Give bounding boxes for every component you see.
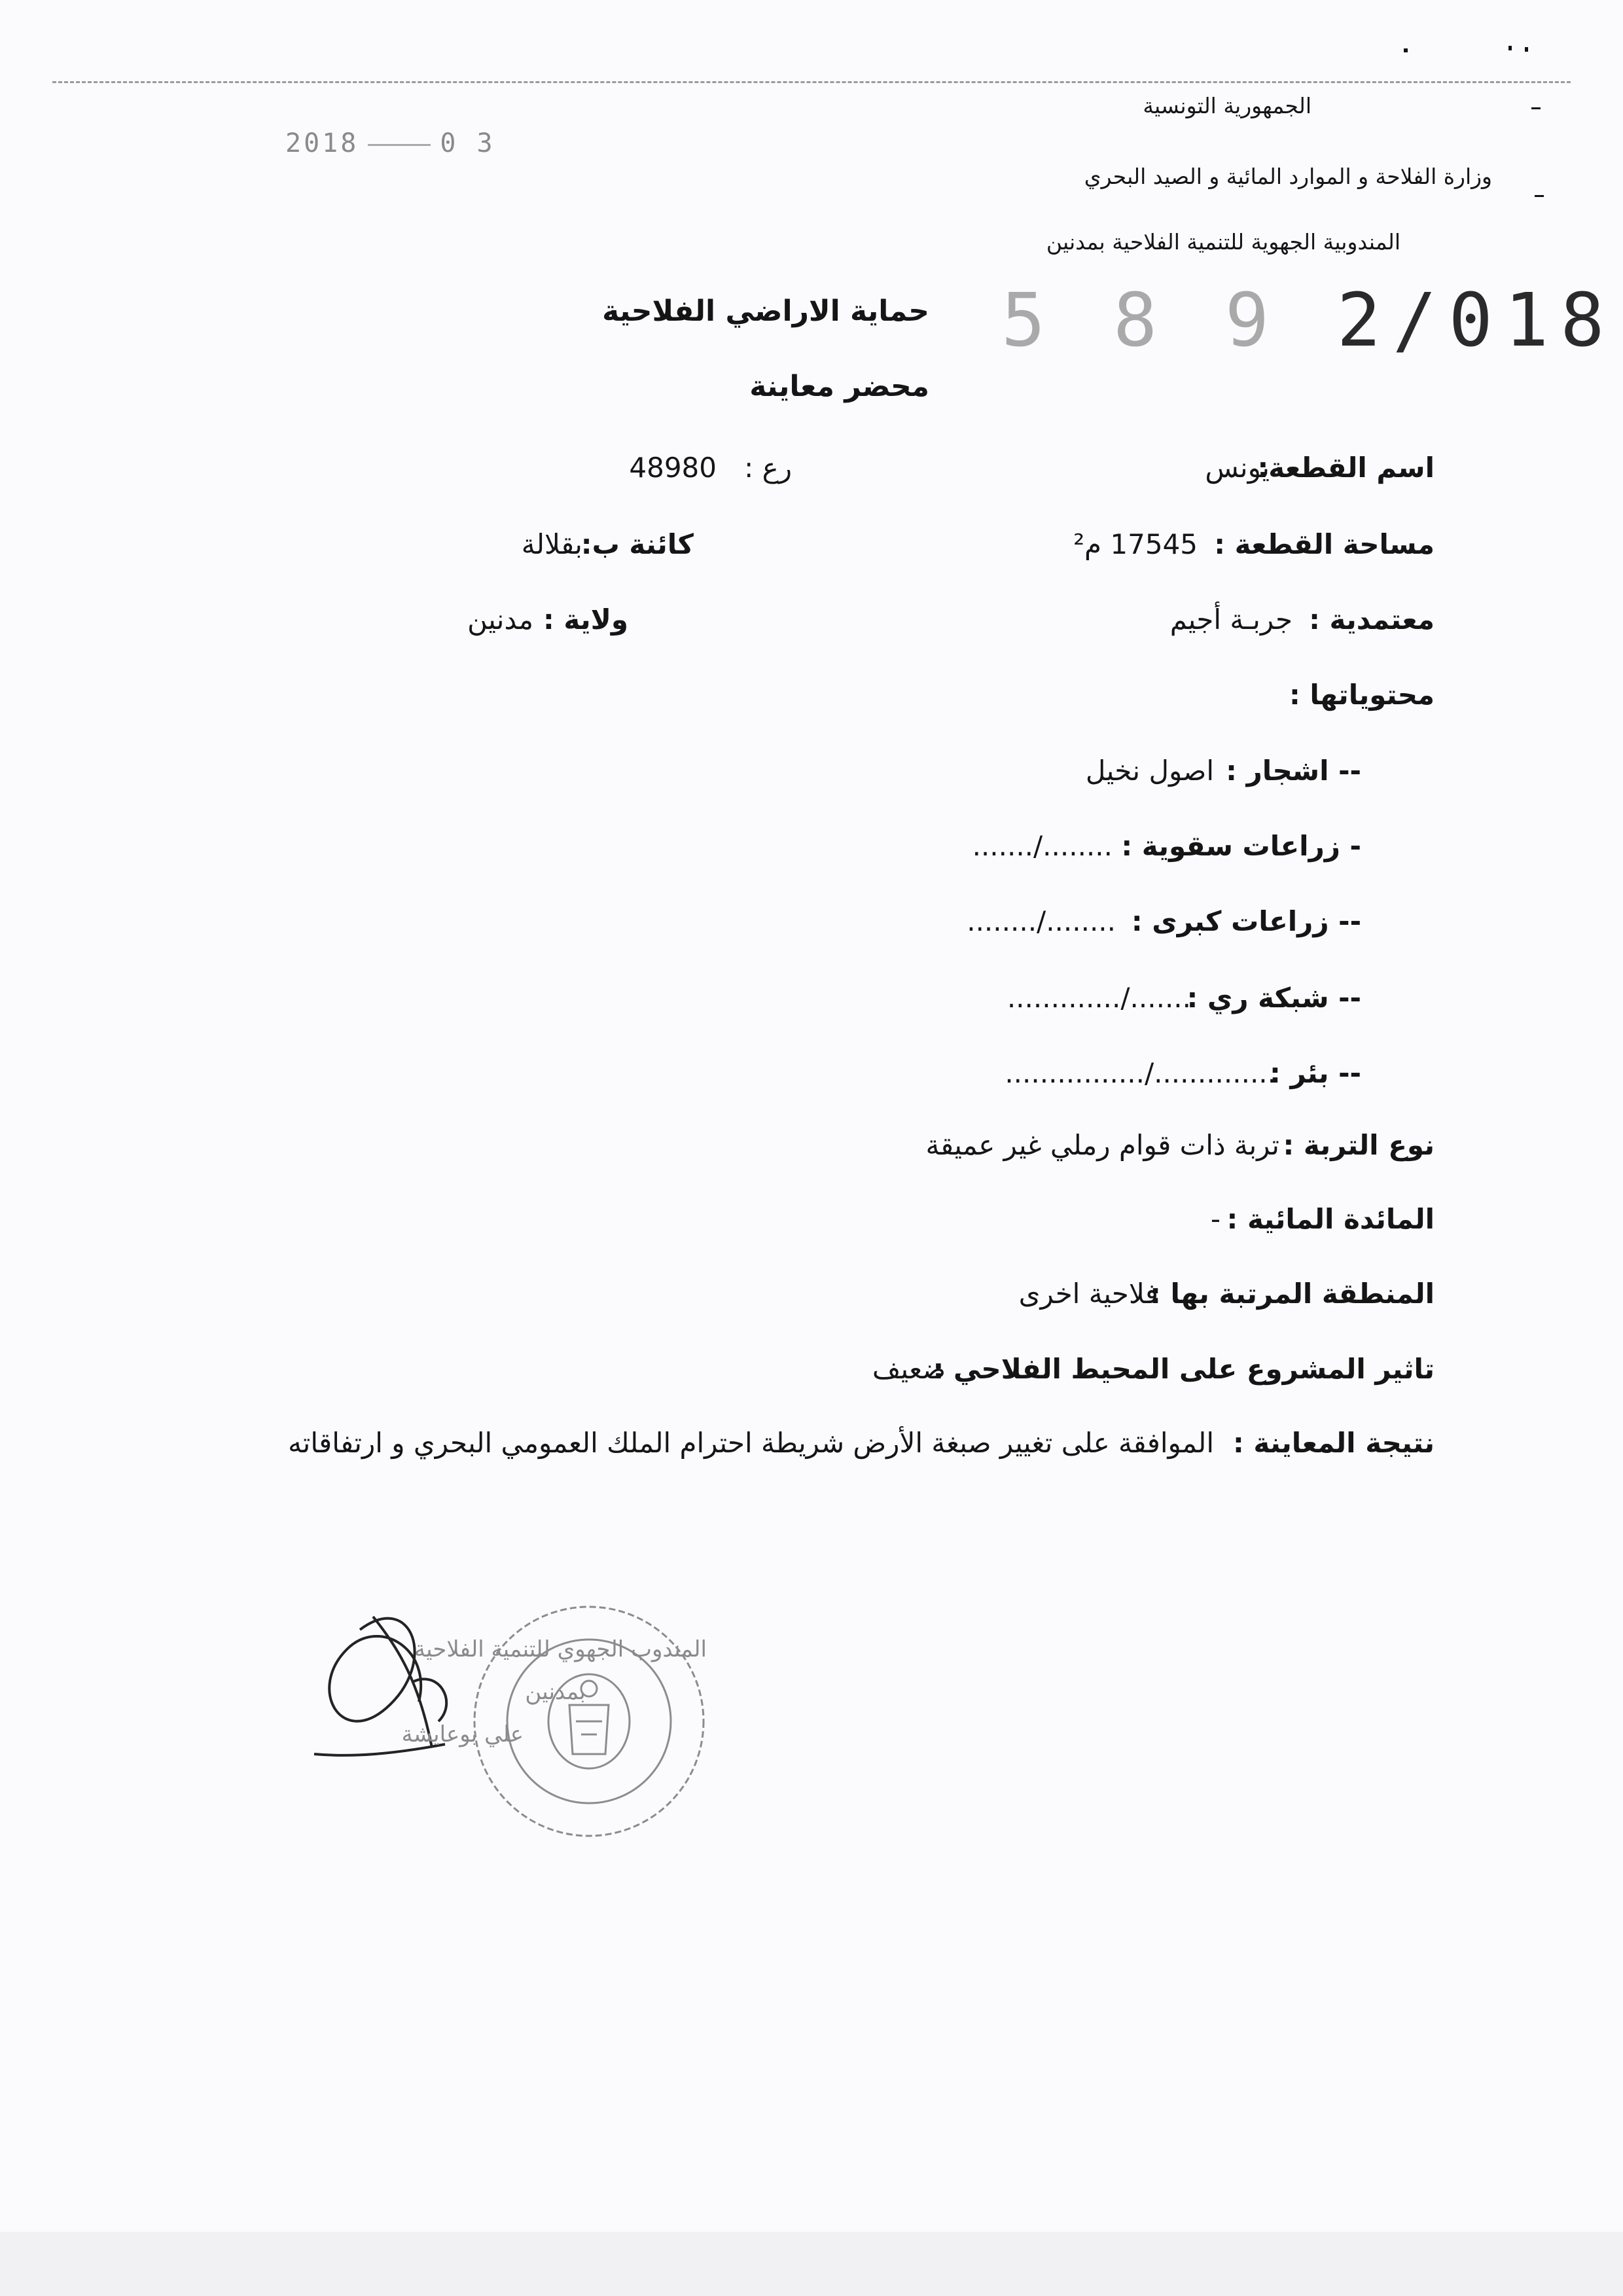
impact-label: تاثير المشروع على المحيط الفلاحي : xyxy=(933,1353,1435,1385)
parcel-delegation-value: جربـة أجيم xyxy=(1169,603,1293,636)
scan-speck xyxy=(1525,47,1528,52)
scan-speck xyxy=(1531,107,1541,109)
soil-type-label: نوع التربة : xyxy=(1283,1129,1435,1161)
header-delegation: المندوبية الجهوية للتنمية الفلاحية بمدنين xyxy=(1046,229,1400,255)
document-title: حماية الاراضي الفلاحية xyxy=(602,295,929,328)
reference-stamp-faint: 5 8 9 xyxy=(1001,278,1337,363)
signature-block xyxy=(223,1590,720,1839)
parcel-name-label: اسم القطعة: xyxy=(1257,452,1435,484)
scan-bottom-shade xyxy=(0,2232,1623,2296)
result-label: نتيجة المعاينة : xyxy=(1232,1427,1435,1459)
contents-item-value: ................/.............. xyxy=(1005,1057,1276,1089)
parcel-location-value: بقلالة xyxy=(521,528,582,560)
parcel-name-value: يونس xyxy=(1205,452,1270,484)
scan-speck xyxy=(1404,48,1408,52)
contents-item-value: اصول نخيل xyxy=(1085,755,1214,787)
water-table-label: المائدة المائية : xyxy=(1226,1203,1435,1235)
parcel-ref-value: 48980 xyxy=(629,452,717,484)
signature-name: علي بوعايشة xyxy=(401,1721,524,1748)
date-stamp xyxy=(285,128,495,158)
soil-type-value: تربة ذات قوام رملي غير عميقة xyxy=(925,1129,1279,1161)
contents-item-value: ......../........ xyxy=(967,905,1116,937)
contents-item-value: ......./........ xyxy=(972,830,1113,862)
parcel-governorate-label: ولاية : xyxy=(543,603,628,636)
result-value: الموافقة على تغيير صبغة الأرض شريطة احترام الملك العمومي البحري و ارتفاقاته xyxy=(288,1427,1214,1459)
contents-heading: محتوياتها : xyxy=(1289,679,1435,711)
reference-stamp-bold: 2/018 xyxy=(1336,278,1616,363)
header-ministry: وزارة الفلاحة و الموارد المائية و الصيد البحري xyxy=(1084,164,1492,189)
reference-number-stamp xyxy=(1001,278,1616,363)
contents-item-label: -- شبكة ري : xyxy=(1186,982,1361,1014)
contents-item-label: -- اشجار : xyxy=(1226,755,1361,787)
contents-item-label: - زراعات سقوية : xyxy=(1121,830,1361,862)
zone-label: المنطقة المرتبة بها : xyxy=(1150,1278,1435,1310)
parcel-delegation-label: معتمدية : xyxy=(1309,603,1435,636)
contents-item-value: ............./....... xyxy=(1007,982,1191,1014)
parcel-location-label: كائنة ب: xyxy=(580,528,694,560)
parcel-governorate-value: مدنين xyxy=(467,603,533,636)
water-table-value: - xyxy=(1210,1203,1221,1235)
parcel-ref-label: رع : xyxy=(744,452,792,484)
scan-speck xyxy=(1535,195,1544,197)
impact-value: ضعيف xyxy=(872,1353,946,1385)
contents-item-label: -- بئر : xyxy=(1270,1057,1361,1089)
contents-item-label: -- زراعات كبرى : xyxy=(1131,905,1361,937)
parcel-area-value: 17545 م² xyxy=(1073,528,1198,560)
parcel-area-label: مساحة القطعة : xyxy=(1214,528,1435,560)
zone-value: فلاحية اخرى xyxy=(1018,1278,1158,1310)
header-republic: الجمهورية التونسية xyxy=(1143,93,1311,118)
date-stamp-dash xyxy=(368,144,431,146)
scan-top-line xyxy=(52,81,1571,83)
signature-city: بمدنين xyxy=(525,1679,586,1705)
signature-title: المندوب الجهوي للتنمية الفلاحية xyxy=(414,1636,707,1662)
date-stamp-day: 0 3 xyxy=(440,128,495,158)
document-subtitle: محضر معاينة xyxy=(749,370,929,403)
date-stamp-year: 2018 xyxy=(285,128,359,158)
scan-speck xyxy=(1508,46,1512,50)
official-seal-icon xyxy=(223,1590,720,1839)
